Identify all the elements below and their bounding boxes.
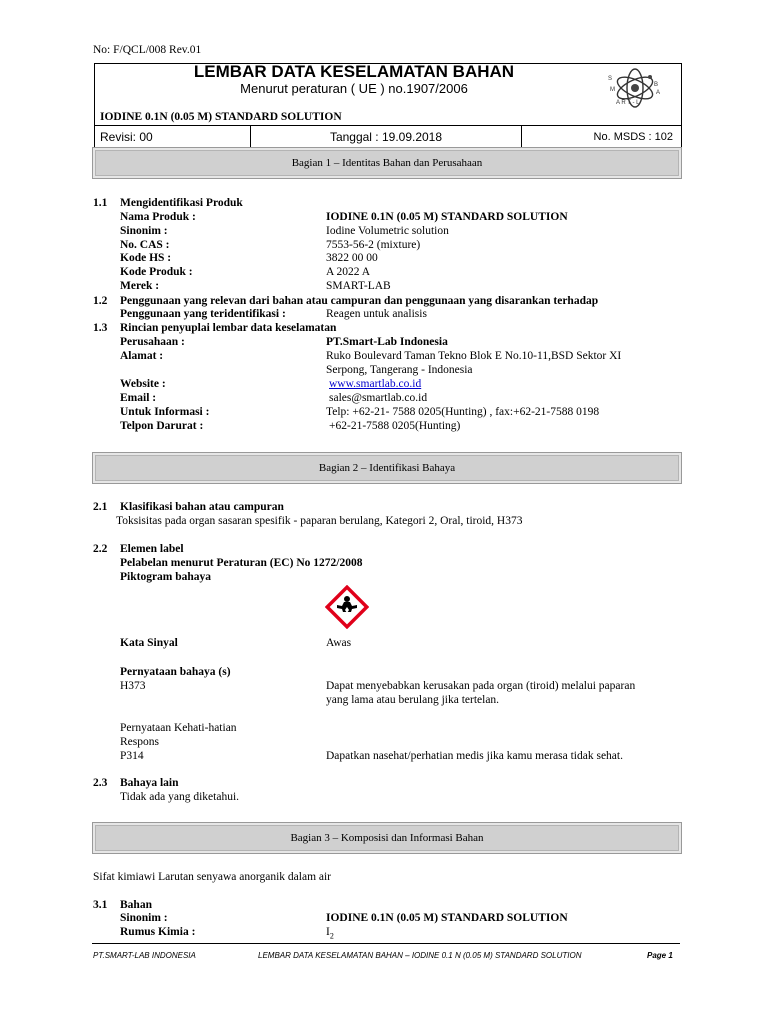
emergency-label: Telpon Darurat : bbox=[120, 420, 204, 432]
precaution-text: Dapatkan nasehat/perhatian medis jika kamu merasa tidak sehat. bbox=[326, 750, 623, 762]
section-2-band bbox=[92, 452, 682, 484]
row-label: Kode HS : bbox=[120, 252, 172, 264]
response-label: Respons bbox=[120, 736, 159, 748]
synonym-label: Sinonim : bbox=[120, 912, 168, 924]
svg-text:A: A bbox=[656, 90, 661, 96]
smart-lab-atom-logo bbox=[604, 64, 674, 120]
identified-use-label: Penggunaan yang teridentifikasi : bbox=[120, 308, 286, 320]
s23-number: 2.3 bbox=[93, 777, 108, 789]
address-label: Alamat : bbox=[120, 350, 164, 362]
hazard-code: H373 bbox=[120, 680, 146, 692]
svg-text:A R T - L: A R T - L bbox=[616, 100, 640, 106]
row-value: 3822 00 00 bbox=[326, 252, 378, 264]
s22-title: Elemen label bbox=[120, 543, 184, 555]
row-value: SMART-LAB bbox=[326, 280, 391, 292]
document-title: LEMBAR DATA KESELAMATAN BAHAN bbox=[193, 62, 515, 81]
precaution-title: Pernyataan Kehati-hatian bbox=[120, 722, 237, 734]
identified-use-value: Reagen untuk analisis bbox=[326, 308, 427, 320]
section-2-title: Bagian 2 – Identifikasi Bahaya bbox=[318, 462, 456, 474]
s12-title: Penggunaan yang relevan dari bahan atau campuran dan penggunaan yang disarankan terhadap bbox=[120, 295, 599, 307]
signal-word-value: Awas bbox=[326, 637, 352, 649]
row-label: Sinonim : bbox=[120, 225, 168, 237]
product-name-header: IODINE 0.1N (0.05 M) STANDARD SOLUTION bbox=[100, 111, 342, 123]
footer-divider bbox=[92, 943, 680, 944]
chemical-nature-text: Sifat kimiawi Larutan senyawa anorganik dalam air bbox=[93, 871, 332, 883]
row-value: 7553-56-2 (mixture) bbox=[326, 239, 421, 251]
s23-text: Tidak ada yang diketahui. bbox=[120, 791, 240, 803]
footer-page-number: Page 1 bbox=[647, 951, 673, 960]
s22-regulation: Pelabelan menurut Peraturan (EC) No 1272/2008 bbox=[120, 557, 363, 569]
regulation-subtitle: Menurut peraturan ( UE ) no.1907/2006 bbox=[240, 81, 468, 96]
formula-label: Rumus Kimia : bbox=[120, 926, 196, 938]
section-3-title: Bagian 3 – Komposisi dan Informasi Bahan bbox=[290, 832, 484, 844]
section-1-band bbox=[92, 147, 682, 179]
msds-number: No. MSDS : 102 bbox=[593, 130, 673, 143]
signal-word-label: Kata Sinyal bbox=[120, 637, 178, 649]
row-label: No. CAS : bbox=[120, 239, 170, 251]
s22-number: 2.2 bbox=[93, 543, 108, 555]
section-1-title: Bagian 1 – Identitas Bahan dan Perusahaan bbox=[291, 157, 483, 169]
row-value: Iodine Volumetric solution bbox=[326, 225, 449, 237]
formula-base: I bbox=[326, 926, 330, 938]
hazard-text-line-1: Dapat menyebabkan kerusakan pada organ (tiroid) melalui paparan bbox=[326, 680, 636, 692]
svg-text:S: S bbox=[608, 76, 613, 82]
s21-title: Klasifikasi bahan atau campuran bbox=[120, 501, 284, 513]
row-label: Nama Produk : bbox=[120, 211, 196, 223]
s22-pictogram-label: Piktogram bahaya bbox=[120, 571, 212, 583]
document-number: No: F/QCL/008 Rev.01 bbox=[93, 44, 202, 56]
date-label: Tanggal : 19.09.2018 bbox=[251, 126, 522, 147]
s23-title: Bahaya lain bbox=[120, 777, 179, 789]
email-value: sales@smartlab.co.id bbox=[329, 392, 428, 404]
formula-subscript: 2 bbox=[329, 931, 334, 941]
emergency-value: +62-21-7588 0205(Hunting) bbox=[329, 420, 461, 432]
svg-text:M: M bbox=[610, 87, 615, 93]
row-value: IODINE 0.1N (0.05 M) STANDARD SOLUTION bbox=[326, 211, 568, 223]
health-hazard-pictogram bbox=[325, 585, 369, 629]
s12-number: 1.2 bbox=[93, 295, 108, 307]
row-label: Merek : bbox=[120, 280, 160, 292]
address-line-2: Serpong, Tangerang - Indonesia bbox=[326, 364, 473, 376]
email-label: Email : bbox=[120, 392, 157, 404]
synonym-value: IODINE 0.1N (0.05 M) STANDARD SOLUTION bbox=[326, 912, 568, 924]
s31-number: 3.1 bbox=[93, 899, 108, 911]
footer-document-title: LEMBAR DATA KESELAMATAN BAHAN – IODINE 0.1 N (0.05 M) STANDARD SOLUTION bbox=[258, 951, 582, 960]
footer-company: PT.SMART-LAB INDONESIA bbox=[93, 951, 196, 960]
s11-title: Mengidentifikasi Produk bbox=[120, 197, 243, 209]
s21-text: Toksisitas pada organ sasaran spesifik - paparan berulang, Kategori 2, Oral, tiroid, H373 bbox=[116, 515, 523, 527]
company-value: PT.Smart-Lab Indonesia bbox=[326, 336, 448, 348]
s21-number: 2.1 bbox=[93, 501, 108, 513]
precaution-code: P314 bbox=[120, 750, 144, 762]
website-label: Website : bbox=[120, 378, 166, 390]
website-link[interactable]: www.smartlab.co.id bbox=[329, 378, 422, 390]
chemical-formula bbox=[326, 926, 334, 940]
s13-number: 1.3 bbox=[93, 322, 108, 334]
row-value: A 2022 A bbox=[326, 266, 371, 278]
address-line-1: Ruko Boulevard Taman Tekno Blok E No.10-11,BSD Sektor XI bbox=[326, 350, 622, 362]
hazard-statements-title: Pernyataan bahaya (s) bbox=[120, 666, 231, 678]
section-3-band bbox=[92, 822, 682, 854]
s13-title: Rincian penyuplai lembar data keselamatan bbox=[120, 322, 337, 334]
s11-number: 1.1 bbox=[93, 197, 108, 209]
info-value: Telp: +62-21- 7588 0205(Hunting) , fax:+62-21-7588 0198 bbox=[326, 406, 600, 418]
company-label: Perusahaan : bbox=[120, 336, 185, 348]
revision-label: Revisi: 00 bbox=[95, 126, 251, 147]
info-label: Untuk Informasi : bbox=[120, 406, 210, 418]
svg-text:B: B bbox=[654, 82, 659, 88]
row-label: Kode Produk : bbox=[120, 266, 193, 278]
s31-title: Bahan bbox=[120, 899, 152, 911]
hazard-text-line-2: yang lama atau berulang jika tertelan. bbox=[326, 694, 500, 706]
